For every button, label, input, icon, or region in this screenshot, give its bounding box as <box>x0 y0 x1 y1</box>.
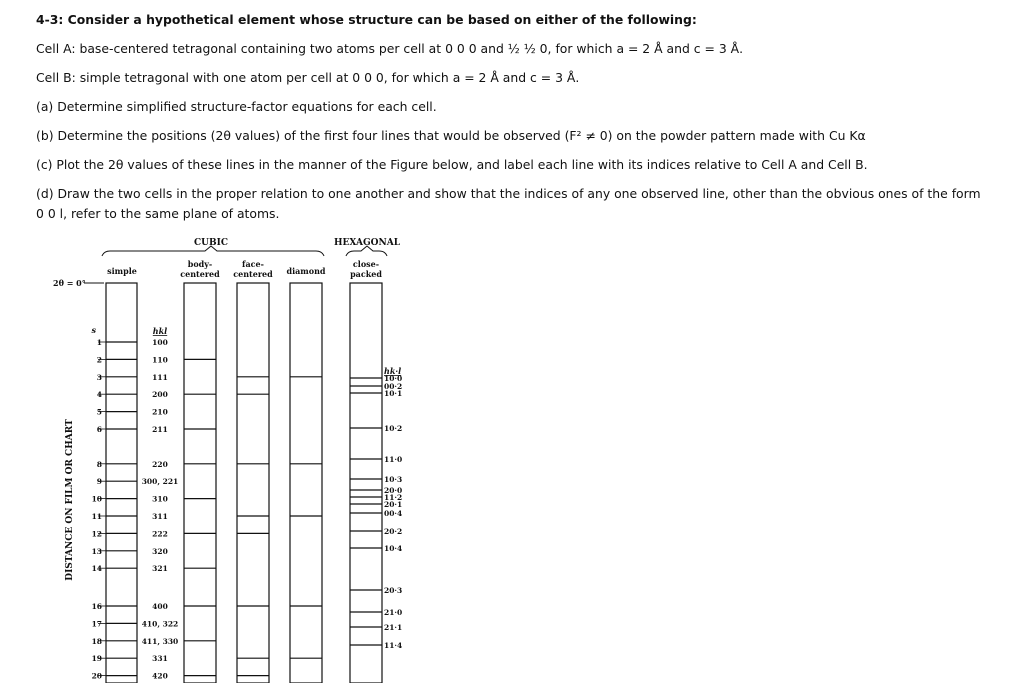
s-value-3: 3 <box>96 372 102 382</box>
s-value-4: 4 <box>96 390 102 400</box>
hkl-label-17: 420 <box>152 671 168 681</box>
s-value-13: 13 <box>91 546 102 556</box>
hcp-label-6: 20·0 <box>384 486 403 495</box>
s-value-18: 18 <box>91 636 102 646</box>
s-value-2: 2 <box>96 355 102 365</box>
hcp-label-10: 20·2 <box>384 527 403 536</box>
hkl-label-15: 411, 330 <box>141 636 179 646</box>
cell-b-text: Cell B: simple tetragonal with one atom per cell at 0 0 0, for which a = 2 Å and c = 3 Å. <box>36 70 580 85</box>
hkl-label-4: 210 <box>152 407 168 417</box>
hkl-label-7: 300, 221 <box>141 477 179 487</box>
s-value-11: 11 <box>91 512 102 521</box>
cubic-brace <box>102 246 324 256</box>
s-value-16: 16 <box>91 602 102 611</box>
s-value-9: 9 <box>96 477 102 487</box>
hkl-label-6: 220 <box>152 459 168 469</box>
col-fcc-label-2: centered <box>233 269 273 279</box>
part-b-text: (b) Determine the positions (2θ values) of the first four lines that would be observed (F² ≠ 0) on the powder pattern made with Cu Kα <box>36 128 866 143</box>
bcc-strip <box>184 283 216 683</box>
hkl-label-13: 400 <box>152 602 168 611</box>
hcp-label-1: 00·2 <box>384 382 403 391</box>
s-value-10: 10 <box>91 494 102 504</box>
s-value-20: 20 <box>91 671 102 681</box>
s-column-header: s <box>91 325 96 335</box>
s-value-17: 17 <box>91 619 102 629</box>
col-hcp-label-2: packed <box>350 269 382 279</box>
hkl-label-1: 110 <box>152 355 168 365</box>
hexagonal-lines-group <box>350 374 402 650</box>
origin-label: 2θ = 0° <box>53 278 86 288</box>
col-hcp-label-1: close- <box>352 259 380 269</box>
s-value-14: 14 <box>91 564 102 574</box>
hcp-label-4: 11·0 <box>384 455 403 464</box>
distance-axis-label: DISTANCE ON FILM OR CHART <box>65 419 75 581</box>
cubic-group-label: CUBIC <box>194 238 228 248</box>
hkl-column-header: hkl <box>152 326 168 336</box>
hkl-label-2: 111 <box>152 372 168 382</box>
part-c-text: (c) Plot the 2θ values of these lines in the manner of the Figure below, and label each line with its indices relative to Cell A and Cell B. <box>36 157 868 172</box>
col-simple-label: simple <box>107 266 137 276</box>
part-a-text: (a) Determine simplified structure-factor equations for each cell. <box>36 99 437 114</box>
hcp-label-0: 10·0 <box>384 374 403 383</box>
hcp-label-12: 20·3 <box>384 586 403 595</box>
s-value-19: 19 <box>91 654 102 664</box>
col-diamond-label: diamond <box>286 266 326 276</box>
hkl-label-12: 321 <box>152 564 168 574</box>
hcp-label-15: 11·4 <box>384 641 403 650</box>
hkl-label-10: 222 <box>152 529 168 539</box>
s-value-12: 12 <box>91 529 102 539</box>
hkl-label-8: 310 <box>152 494 168 504</box>
col-fcc-label-1: face- <box>242 259 264 269</box>
hkl-label-14: 410, 322 <box>141 619 179 629</box>
hcp-strip <box>350 283 382 683</box>
hcp-label-13: 21·0 <box>384 608 403 617</box>
hcp-label-5: 10·3 <box>384 475 403 484</box>
hcp-label-3: 10·2 <box>384 424 403 433</box>
cell-a-text: Cell A: base-centered tetragonal containing two atoms per cell at 0 0 0 and ½ ½ 0, for which a = 2 Å and c = 3 Å. <box>36 41 744 56</box>
col-bcc-label-1: body- <box>187 259 213 269</box>
hexagonal-group-label: HEXAGONAL <box>333 238 401 248</box>
part-d-text-cont: 0 0 l, refer to the same plane of atoms. <box>36 206 280 221</box>
fcc-strip <box>237 283 269 683</box>
s-value-6: 6 <box>96 425 102 434</box>
hkl-label-0: 100 <box>152 338 168 347</box>
part-d-text: (d) Draw the two cells in the proper relation to one another and show that the indices of any one observed line, other than the obvious ones of the form <box>36 186 981 201</box>
hkl-label-9: 311 <box>152 512 168 521</box>
hkl-label-11: 320 <box>152 546 168 556</box>
hkl-label-5: 211 <box>152 425 168 434</box>
hcp-label-11: 10·4 <box>384 544 403 553</box>
hcp-label-8: 20·1 <box>384 500 403 509</box>
col-bcc-label-2: centered <box>180 269 220 279</box>
s-value-8: 8 <box>96 459 102 469</box>
s-value-1: 1 <box>96 338 102 347</box>
hcp-label-7: 11·2 <box>384 493 403 502</box>
hcp-label-2: 10·1 <box>384 389 403 398</box>
diamond-strip <box>290 283 322 683</box>
hex-hkl-header: hk·l <box>384 366 402 376</box>
s-value-5: 5 <box>96 407 102 417</box>
hcp-label-14: 21·1 <box>384 623 403 632</box>
hkl-label-16: 331 <box>152 654 168 664</box>
hcp-label-9: 00·4 <box>384 509 403 518</box>
problem-title: 4-3: Consider a hypothetical element whose structure can be based on either of the following: <box>36 12 697 27</box>
cubic-lines-group <box>92 338 322 681</box>
hkl-label-3: 200 <box>152 390 168 400</box>
